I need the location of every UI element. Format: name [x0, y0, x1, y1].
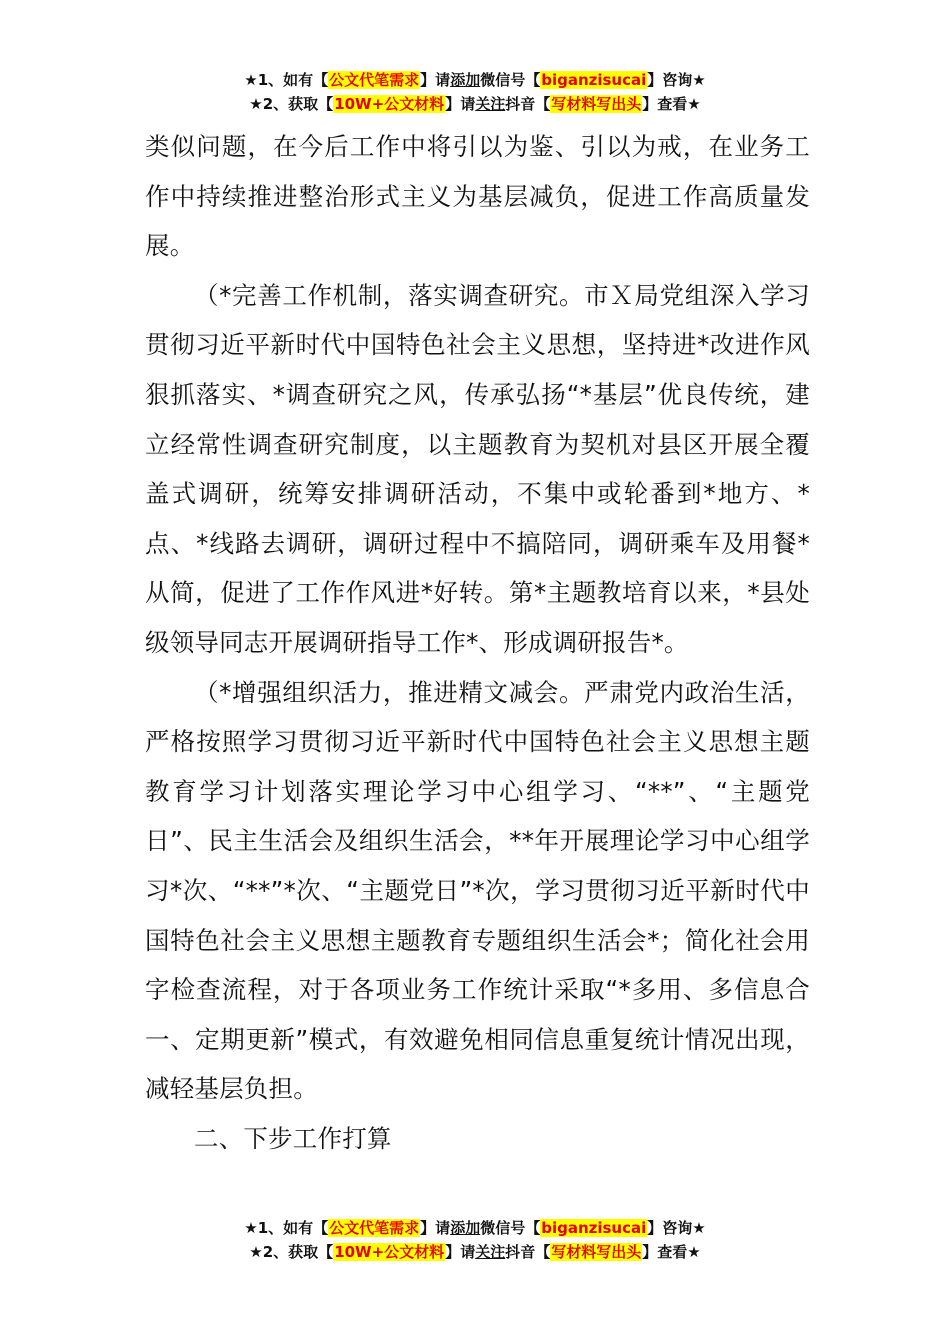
promo-text: 抖音【 — [505, 1243, 551, 1261]
promo-text: 】请 — [420, 71, 451, 89]
promo-line-2 — [0, 92, 950, 116]
document-body — [145, 122, 810, 1163]
promo-line-2 — [0, 1240, 950, 1264]
promo-highlight: 写材料写出头 — [551, 1243, 642, 1261]
promo-text: 】请 — [445, 1243, 476, 1261]
promo-text: 微信号【 — [480, 1219, 541, 1237]
promo-text: 微信号【 — [480, 71, 541, 89]
promo-underline: 添加 — [450, 1219, 481, 1237]
promo-underline: 关注 — [475, 1243, 506, 1261]
promo-banner-top — [0, 68, 950, 116]
promo-highlight: 公文代笔需求 — [329, 71, 420, 89]
promo-text: ★2、获取【 — [249, 95, 334, 113]
promo-highlight: 写材料写出头 — [551, 95, 642, 113]
promo-line-1 — [0, 68, 950, 92]
promo-text: ★1、如有【 — [244, 71, 329, 89]
promo-highlight: 10W+公文材料 — [334, 1243, 445, 1261]
promo-underline: 关注 — [475, 95, 506, 113]
promo-highlight: biganzisucai — [541, 71, 647, 89]
promo-text: 】查看★ — [642, 1243, 701, 1261]
promo-highlight: 公文代笔需求 — [329, 1219, 420, 1237]
paragraph-continuation: 类似问题，在今后工作中将引以为鉴、引以为戒，在业务工作中持续推进整治形式主义为基层减负，促进工作高质量发展。 — [145, 132, 810, 261]
promo-text: ★1、如有【 — [244, 1219, 329, 1237]
promo-highlight: biganzisucai — [541, 1219, 647, 1237]
paragraph-organization-vitality: （*增强组织活力，推进精文减会。严肃党内政治生活，严格按照学习贯彻习近平新时代中国特色社会主义思想主题教育学习计划落实理论学习中心组学习、“**”、“主题党日”、民主生活会及组织生活会，**年开展理论学习中心组学习*次、“**”*次、“主题党日”*次，学习贯彻习近平新时代中国特色社会主义思想主题教育专题组织生活会*；简化社会用字检查流程，对于各项业务工作统计采取“*多用、多信息合一、定期更新”模式，有效避免相同信息重复统计情况出现，减轻基层负担。 — [145, 677, 810, 1104]
promo-text: 】咨询★ — [647, 71, 706, 89]
promo-underline: 添加 — [450, 71, 481, 89]
promo-highlight: 10W+公文材料 — [334, 95, 445, 113]
promo-text: 】请 — [445, 95, 476, 113]
promo-line-1 — [0, 1216, 950, 1240]
promo-banner-bottom — [0, 1216, 950, 1264]
promo-text: 】咨询★ — [647, 1219, 706, 1237]
promo-text: 】请 — [420, 1219, 451, 1237]
section-heading: 二、下步工作打算 — [194, 1123, 392, 1153]
promo-text: 抖音【 — [505, 95, 551, 113]
paragraph-work-mechanism: （*完善工作机制，落实调查研究。市Ｘ局党组深入学习贯彻习近平新时代中国特色社会主义思想，坚持进*改进作风狠抓落实、*调查研究之风，传承弘扬“*基层”优良传统，建立经常性调查研究制度，以主题教育为契机对县区开展全覆盖式调研，统筹安排调研活动，不集中或轮番到*地方、*点、*线路去调研，调研过程中不搞陪同，调研乘车及用餐*从简，促进了工作作风进*好转。第*主题教培育以来，*县处级领导同志开展调研指导工作*、形成调研报告*。 — [145, 280, 810, 657]
promo-text: ★2、获取【 — [249, 1243, 334, 1261]
promo-text: 】查看★ — [642, 95, 701, 113]
